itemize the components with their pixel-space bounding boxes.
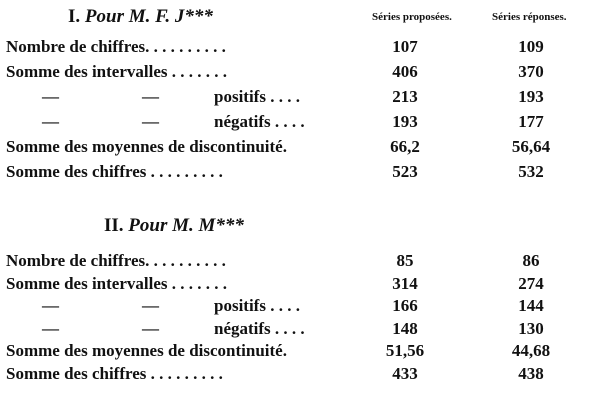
ditto-dash: — (42, 87, 59, 106)
ditto-dash: — (142, 318, 159, 338)
row-label: Somme des chiffres . . . . . . . . . (6, 363, 223, 383)
ditto-dash: — (142, 296, 159, 315)
value-proposed: 523 (392, 162, 418, 181)
value-proposed: 433 (392, 363, 418, 383)
table-row (0, 251, 590, 275)
value-response: 193 (518, 87, 544, 106)
row-label: Somme des intervalles . . . . . . . (6, 273, 227, 293)
column-header-responses: Séries réponses. (492, 11, 567, 23)
table-row (0, 112, 590, 136)
ditto-dash: — (42, 112, 59, 131)
section-1-name: Pour M. F. J*** (84, 6, 213, 27)
table-row (0, 137, 590, 161)
value-response: 177 (518, 112, 544, 131)
value-proposed: 51,56 (385, 341, 425, 360)
table-row (0, 62, 590, 86)
section-1-title (68, 6, 213, 28)
section-2-roman: II. (104, 215, 124, 236)
value-proposed: 406 (392, 62, 418, 81)
row-label: négatifs . . . . (214, 318, 305, 338)
row-label: positifs . . . . (214, 296, 300, 315)
value-proposed: 193 (392, 112, 418, 131)
ditto-dash: — (142, 112, 159, 131)
table-row (0, 274, 590, 298)
value-response: 144 (518, 296, 544, 315)
table-row (0, 296, 590, 320)
table-row (0, 87, 590, 111)
value-proposed: 148 (392, 318, 418, 338)
value-proposed: 107 (392, 37, 418, 56)
value-response: 86 (522, 251, 540, 270)
value-response: 274 (518, 273, 544, 293)
value-response: 44,68 (511, 341, 551, 360)
section-2-title (104, 215, 244, 237)
value-response: 370 (518, 62, 544, 81)
ditto-dash: — (142, 87, 159, 106)
row-label: positifs . . . . (214, 87, 300, 106)
value-proposed: 66,2 (390, 137, 420, 156)
value-response: 438 (518, 363, 544, 383)
value-response: 109 (518, 37, 544, 56)
ditto-dash: — (42, 318, 59, 338)
row-label: Somme des moyennes de discontinuité. (6, 341, 287, 360)
row-label: Somme des intervalles . . . . . . . (6, 62, 227, 81)
column-header-proposed: Séries proposées. (372, 11, 452, 23)
row-label: Somme des moyennes de discontinuité. (6, 137, 287, 156)
table-row (0, 364, 590, 388)
table-row (0, 37, 590, 61)
value-response: 56,64 (511, 137, 551, 156)
row-label: Somme des chiffres . . . . . . . . . (6, 162, 223, 181)
section-2-name: Pour M. M*** (128, 215, 244, 236)
ditto-dash: — (42, 296, 59, 315)
row-label: Nombre de chiffres. . . . . . . . . . (6, 251, 226, 270)
table-row (0, 319, 590, 343)
row-label: Nombre de chiffres. . . . . . . . . . (6, 37, 226, 56)
value-proposed: 314 (392, 273, 418, 293)
section-1-roman: I. (68, 6, 81, 27)
value-proposed: 213 (392, 87, 418, 106)
value-response: 532 (518, 162, 544, 181)
row-label: négatifs . . . . (214, 112, 305, 131)
value-response: 130 (518, 318, 544, 338)
value-proposed: 166 (392, 296, 418, 315)
table-row (0, 341, 590, 365)
table-row (0, 162, 590, 186)
value-proposed: 85 (396, 251, 414, 270)
